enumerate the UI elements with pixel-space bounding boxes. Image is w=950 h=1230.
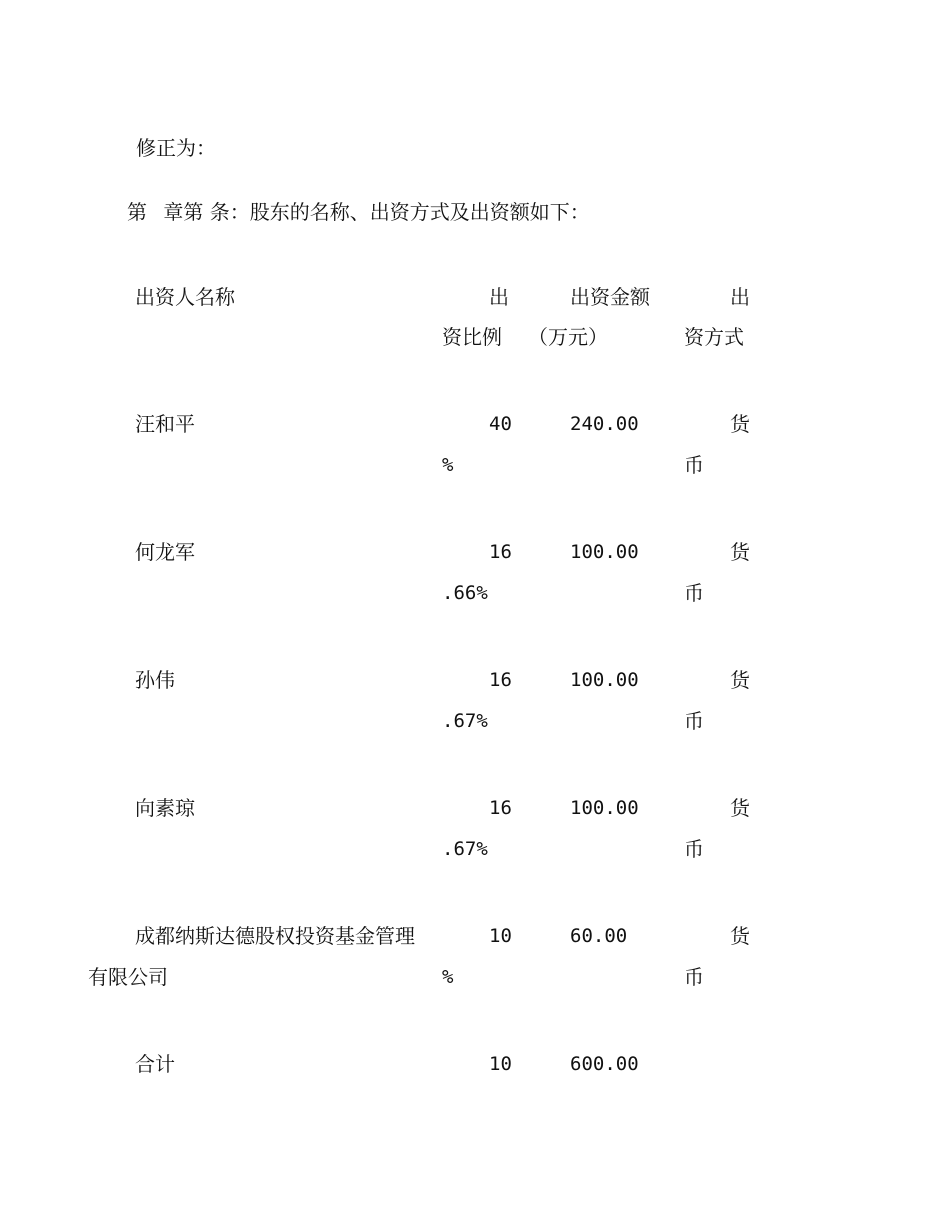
row-method-line2: 币 <box>684 837 704 861</box>
row-ratio-line1: 10 <box>489 925 512 947</box>
clause-middle: 章第 <box>163 200 204 224</box>
header-ratio-line1: 出 <box>489 285 509 309</box>
row-ratio-line2: % <box>442 454 454 476</box>
row-amount: 100.00 <box>570 797 639 819</box>
header-method-line2: 资方式 <box>684 325 744 349</box>
row-name: 何龙军 <box>135 540 195 564</box>
row-name: 汪和平 <box>135 412 195 436</box>
clause-heading <box>127 200 590 224</box>
row-ratio-line1: 16 <box>489 541 512 563</box>
header-ratio-line2: 资比例 <box>442 325 502 349</box>
intro-text: 修正为： <box>136 136 216 160</box>
total-amount: 600.00 <box>570 1053 639 1075</box>
row-name: 孙伟 <box>135 668 175 692</box>
row-name: 成都纳斯达德股权投资基金管理 <box>135 924 415 948</box>
row-ratio-line1: 40 <box>489 413 512 435</box>
row-ratio-line2: .67% <box>442 710 488 732</box>
row-name: 向素琼 <box>135 796 195 820</box>
total-ratio: 10 <box>489 1053 512 1075</box>
row-method-line1: 货 <box>730 924 750 948</box>
row-ratio-line2: % <box>442 966 454 988</box>
clause-prefix: 第 <box>127 200 147 224</box>
row-method-line1: 货 <box>730 540 750 564</box>
row-ratio-line1: 16 <box>489 669 512 691</box>
header-method-line1: 出 <box>730 285 750 309</box>
row-method-line1: 货 <box>730 412 750 436</box>
row-method-line2: 币 <box>684 965 704 989</box>
row-method-line2: 币 <box>684 709 704 733</box>
row-ratio-line2: .67% <box>442 838 488 860</box>
row-method-line2: 币 <box>684 453 704 477</box>
row-method-line1: 货 <box>730 668 750 692</box>
row-amount: 100.00 <box>570 541 639 563</box>
header-name: 出资人名称 <box>135 285 235 309</box>
row-amount: 100.00 <box>570 669 639 691</box>
total-label: 合计 <box>135 1052 175 1076</box>
row-ratio-line1: 16 <box>489 797 512 819</box>
row-name-line2: 有限公司 <box>88 965 168 989</box>
header-amount-line1: 出资金额 <box>570 285 650 309</box>
row-method-line2: 币 <box>684 581 704 605</box>
row-method-line1: 货 <box>730 796 750 820</box>
row-amount: 240.00 <box>570 413 639 435</box>
clause-suffix: 条：股东的名称、出资方式及出资额如下： <box>209 200 590 224</box>
row-amount: 60.00 <box>570 925 628 947</box>
header-amount-line2: （万元） <box>528 325 608 349</box>
row-ratio-line2: .66% <box>442 582 488 604</box>
